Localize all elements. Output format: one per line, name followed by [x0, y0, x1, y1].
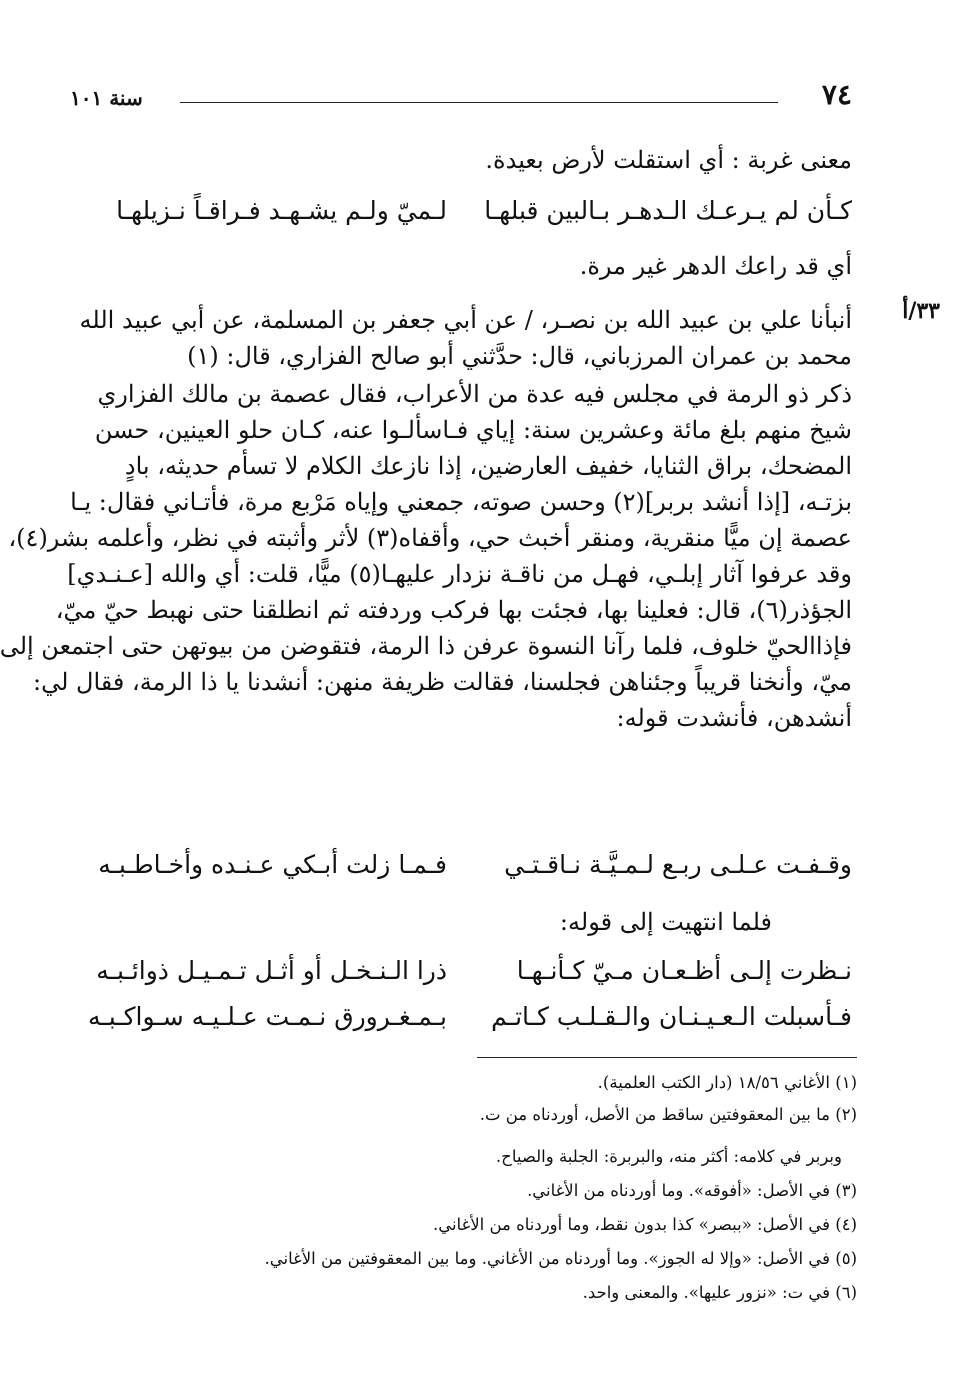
verse-1 — [116, 196, 852, 236]
footnote: (٤) في الأصل: «ببصر» كذا بدون نقط، وما أوردناه من الأغاني. — [432, 1215, 857, 1234]
footnote-separator — [477, 1057, 857, 1058]
verse-3-second-hemistich: ذرا الـنـخـل أو أثـل تـمـيـل ذوائـبـه — [96, 956, 447, 985]
page-number: ٧٤ — [821, 78, 852, 111]
verse-1-first-hemistich: كـأن لم يـرعـك الـدهـر بـالبين قبلهـا — [484, 196, 852, 225]
narrative-paragraph — [0, 376, 852, 736]
narrative-line: ميّ، وأنخنا قريباً وجئناهن فجلسنا، فقالت ظريفة منهن: أنشدنا يا ذا الرمة، فقال لي: — [33, 668, 852, 696]
narrative-line: الجؤذر(٦)، قال: فعلينا بها، فجئت بها فركب وردفته ثم انطلقنا حتى نهبط حيّ ميّ، — [55, 596, 852, 624]
verse-4-second-hemistich: بـمـغـرورق نـمـت عـلـيـه سـواكـبـه — [88, 1002, 447, 1031]
footnote-continuation: وبربر في كلامه: أكثر منه، والبربرة: الجلبة والصياح. — [495, 1147, 842, 1166]
intro-line-2: أي قد راعك الدهر غير مرة. — [579, 252, 852, 280]
page-header — [70, 78, 852, 118]
verse-3-first-hemistich: نـظرت إلـى أظـعـان مـيّ كـأنـهـا — [516, 956, 852, 985]
running-title: سنة ١٠١ — [70, 86, 143, 110]
verse-2-first-hemistich: وقـفـت عـلـى ربـع لـمـيَّـة نـاقـتـي — [504, 850, 852, 879]
manuscript-folio-marker: ٣٣/أ — [902, 298, 940, 324]
narrative-line: بزتـه، [إذا أنشد بربر](٢) وحسن صوته، جمعني وإياه مَرْبع مرة، فأتـاني فقال: يـا — [70, 488, 852, 516]
verse-4 — [88, 1002, 852, 1042]
isnad-line: أنبأنا علي بن عبيد الله بن نصـر، / عن أبي جعفر بن المسلمة، عن أبي عبيد الله — [79, 306, 852, 334]
footnote: (٢) ما بين المعقوفتين ساقط من الأصل، أوردناه من ت. — [479, 1105, 857, 1124]
narrative-line: المضحك، براق الثنايا، خفيف العارضين، إذا نازعك الكلام لا تسأم حديثه، بادٍ — [124, 452, 852, 480]
footnote: (٥) في الأصل: «وإلا له الجوز». وما أوردناه من الأغاني. وما بين المعقوفتين من الأغاني. — [264, 1249, 857, 1268]
narrative-line: فإذاالحيّ خلوف، فلما رآنا النسوة عرفن ذا الرمة، فتقوضن من بيوتهن حتى اجتمعن إلى — [0, 632, 852, 660]
verse-1-second-hemistich: لـميّ ولـم يشـهـد فـراقـاً نـزيلهـا — [116, 196, 447, 225]
isnad-paragraph — [79, 302, 852, 374]
footnote: (٣) في الأصل: «أفوقه». وما أوردناه من الأغاني. — [527, 1181, 857, 1200]
narrative-line: شيخ منهم بلغ مائة وعشرين سنة: إياي فـاسألـوا عنه، كـان حلو العينين، حسن — [94, 416, 852, 444]
narrative-line: عصمة إن ميًّا منقرية، ومنقر أخبث حي، وأقفاه(٣) لأثر وأثبته في نظر، وأعلمه بشر(٤)، — [8, 524, 852, 552]
verse-2-second-hemistich: فـمـا زلت أبـكي عـنـده وأخـاطـبـه — [98, 850, 447, 879]
intro-line-1: معنى غربة : أي استقلت لأرض بعيدة. — [485, 146, 852, 174]
narrative-line: ذكر ذو الرمة في مجلس فيه عدة من الأعراب، فقال عصمة بن مالك الفزاري — [97, 380, 852, 408]
narrative-line: وقد عرفوا آثار إبلـي، فهـل من ناقـة نزدار عليهـا(٥) ميًّا، قلت: أي والله [عـنـدي] — [67, 560, 852, 588]
footnote: (١) الأغاني ١٨/٥٦ (دار الكتب العلمية). — [597, 1073, 857, 1092]
verse-4-first-hemistich: فـأسبلت الـعـيـنـان والـقـلـب كـاتـم — [491, 1002, 852, 1031]
verse-3 — [96, 956, 852, 996]
verse-2 — [98, 850, 852, 890]
narrative-line: أنشدهن، فأنشدت قوله: — [616, 704, 852, 732]
transition-line: فلما انتهيت إلى قوله: — [559, 908, 772, 936]
footnote: (٦) في ت: «نزور عليها». والمعنى واحد. — [582, 1283, 857, 1302]
isnad-line: محمد بن عمران المرزباني، قال: حدَّثني أبو صالح الفزاري، قال: (١) — [187, 342, 852, 370]
header-rule — [180, 102, 778, 103]
